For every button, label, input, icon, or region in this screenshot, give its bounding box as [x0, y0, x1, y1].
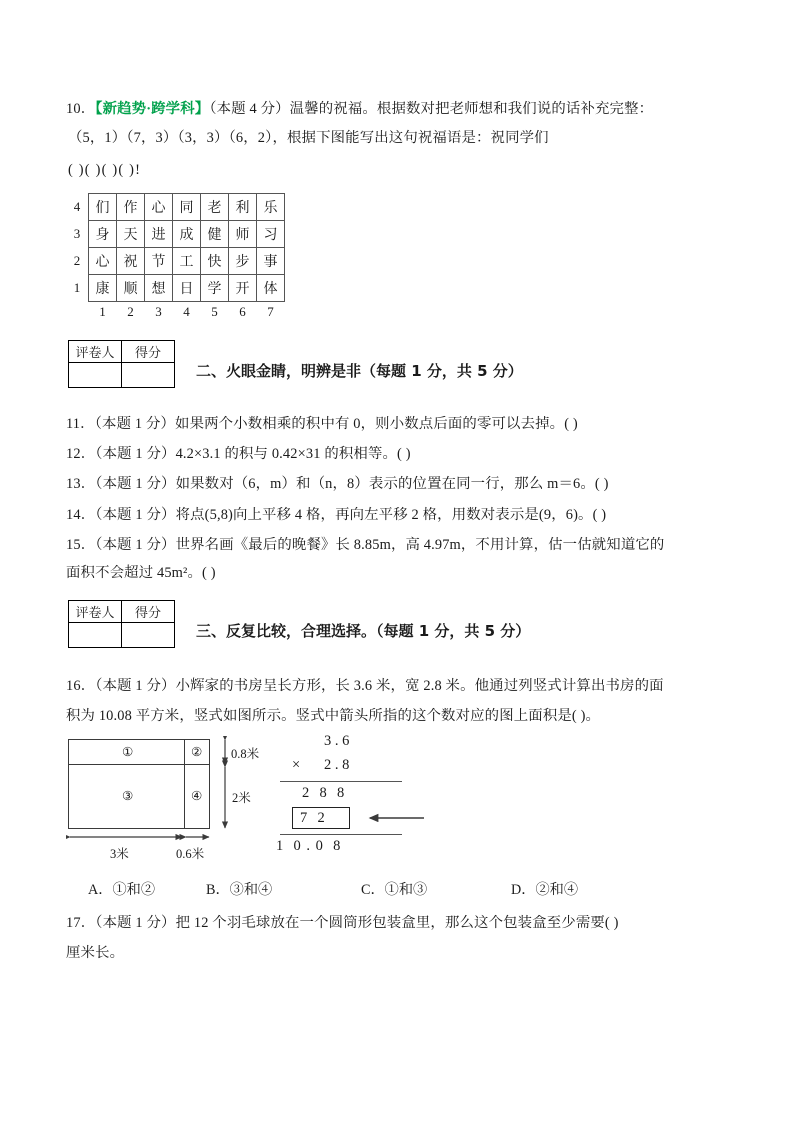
grid-corner [66, 302, 89, 323]
grid-cell: 想 [145, 275, 173, 302]
option-c[interactable] [361, 879, 511, 899]
reviewer-value[interactable] [69, 623, 122, 648]
multiply-operator-icon: × [292, 757, 301, 773]
region-label-1: ① [122, 744, 134, 759]
column-label: 3 [155, 304, 162, 319]
reviewer-value[interactable] [69, 363, 122, 388]
grid-cell: 乐 [257, 194, 285, 221]
partial-product-2: 7 2 [300, 810, 326, 826]
option-c-text: ①和③ [384, 882, 428, 898]
table-row [66, 248, 285, 275]
rectangle-horizontal-divider [68, 764, 210, 765]
vertical-multiplication-figure [262, 733, 492, 868]
row-label: 2 [73, 253, 81, 268]
reviewer-label: 评卷人 [69, 601, 122, 623]
question-13: 13．（本题 1 分）如果数对（6，m）和（n，8）表示的位置在同一行，那么 m＝6。( ) [66, 476, 609, 492]
section-3-heading: 三、反复比较，合理选择。（每题 1 分，共 5 分） [196, 622, 531, 640]
option-a[interactable] [88, 879, 206, 899]
scorer-box-section-3 [68, 600, 175, 648]
grid-cell: 康 [89, 275, 117, 302]
grid-cell: 工 [173, 248, 201, 275]
score-value[interactable] [122, 623, 175, 648]
dimension-right: 2米 [232, 791, 251, 805]
grid-cell: 步 [229, 248, 257, 275]
row-label: 1 [73, 280, 81, 295]
pointer-arrow-icon [360, 809, 430, 829]
multiplicand: 3 . 6 [324, 733, 350, 749]
rectangle-outline [68, 739, 210, 829]
question-17-line-2: 厘米长。 [66, 945, 125, 961]
table-row [69, 623, 175, 648]
grid-cell: 师 [229, 221, 257, 248]
option-b[interactable] [206, 879, 361, 899]
char-grid-table [66, 193, 285, 322]
rule-above-partials [280, 781, 402, 782]
partial-product-1: 2 8 8 [302, 785, 346, 801]
option-c-key: C． [361, 882, 385, 898]
section-2-heading: 二、火眼金睛，明辨是非（每题 1 分，共 5 分） [196, 362, 523, 380]
table-row [66, 275, 285, 302]
score-value[interactable] [122, 363, 175, 388]
row-label: 4 [73, 199, 81, 214]
question-14: 14．（本题 1 分）将点(5,8)向上平移 4 格，再向左平移 2 格，用数对表示是(9，6)。( ) [66, 507, 607, 523]
question-10-number: 10． [66, 101, 96, 117]
option-b-key: B． [206, 882, 230, 898]
grid-cell: 事 [257, 248, 285, 275]
question-17-line-1: 17．（本题 1 分）把 12 个羽毛球放在一个圆筒形包装盒里，那么这个包装盒至少需要( ) [66, 915, 619, 931]
table-row-column-labels [66, 302, 285, 323]
grid-cell: 习 [257, 221, 285, 248]
grid-cell: 祝 [117, 248, 145, 275]
question-10-answer-blanks: ( )( )( )( )! [68, 162, 142, 178]
column-label: 7 [267, 304, 274, 319]
question-15-line-1: 15．（本题 1 分）世界名画《最后的晚餐》长 8.85m，高 4.97m，不用计算，估一估就知道它的 [66, 537, 665, 553]
bottom-dimension-arrows [66, 829, 216, 845]
table-row [69, 601, 175, 623]
question-16-line-1: 16．（本题 1 分）小辉家的书房呈长方形，长 3.6 米，宽 2.8 米。他通过列竖式计算出书房的面 [66, 678, 664, 694]
table-row [69, 363, 175, 388]
grid-cell: 作 [117, 194, 145, 221]
question-11: 11．（本题 1 分）如果两个小数相乘的积中有 0，则小数点后面的零可以去掉。( ) [66, 416, 578, 432]
table-row [66, 221, 285, 248]
option-a-key: A． [88, 882, 113, 898]
rectangle-area-diagram [66, 736, 260, 866]
scorer-box-section-2 [68, 340, 175, 388]
table-row [66, 194, 285, 221]
question-12: 12．（本题 1 分）4.2×3.1 的积与 0.42×31 的积相等。( ) [66, 446, 411, 462]
column-label: 4 [183, 304, 190, 319]
character-coordinate-grid [66, 193, 285, 322]
grid-cell: 同 [173, 194, 201, 221]
question-16-options [88, 879, 578, 899]
grid-cell: 学 [201, 275, 229, 302]
grid-cell: 心 [145, 194, 173, 221]
dimension-bottom-right: 0.6米 [176, 847, 205, 861]
region-label-3: ③ [122, 788, 134, 803]
column-label: 1 [99, 304, 106, 319]
grid-cell: 们 [89, 194, 117, 221]
region-label-4: ④ [191, 788, 203, 803]
score-label: 得分 [122, 341, 175, 363]
column-label: 6 [239, 304, 246, 319]
column-label: 5 [211, 304, 218, 319]
option-d-key: D． [511, 882, 536, 898]
row-label: 3 [73, 226, 81, 241]
question-10-tag: 【新趋势·跨学科】 [95, 101, 210, 117]
option-d-text: ②和④ [535, 882, 579, 898]
region-label-2: ② [191, 744, 203, 759]
grid-cell: 日 [173, 275, 201, 302]
option-d[interactable] [511, 879, 578, 899]
question-15-line-2: 面积不会超过 45m²。( ) [66, 565, 216, 581]
grid-cell: 节 [145, 248, 173, 275]
score-label: 得分 [122, 601, 175, 623]
grid-cell: 进 [145, 221, 173, 248]
grid-cell: 利 [229, 194, 257, 221]
grid-cell: 天 [117, 221, 145, 248]
grid-cell: 成 [173, 221, 201, 248]
column-label: 2 [127, 304, 134, 319]
grid-cell: 快 [201, 248, 229, 275]
rule-above-product [280, 834, 402, 835]
multiplier: 2 . 8 [324, 757, 350, 773]
grid-cell: 顺 [117, 275, 145, 302]
table-row [69, 341, 175, 363]
grid-cell: 老 [201, 194, 229, 221]
option-b-text: ③和④ [229, 882, 273, 898]
question-10-line-2: （5，1）（7，3）（3，3）（6，2），根据下图能写出这句祝福语是：祝同学们 [68, 130, 549, 146]
question-10-line-1 [66, 99, 653, 121]
grid-cell: 体 [257, 275, 285, 302]
grid-cell: 心 [89, 248, 117, 275]
question-10-line-1-text: （本题 4 分）温馨的祝福。根据数对把老师想和我们说的话补充完整： [209, 101, 654, 117]
grid-cell: 身 [89, 221, 117, 248]
grid-cell: 健 [201, 221, 229, 248]
question-16-line-2: 积为 10.08 平方米，竖式如图所示。竖式中箭头所指的这个数对应的图上面积是( )。 [66, 708, 601, 724]
product: 1 0 . 0 8 [276, 838, 342, 854]
grid-cell: 开 [229, 275, 257, 302]
dimension-bottom-left: 3米 [110, 847, 129, 861]
dimension-top-right: 0.8米 [231, 747, 260, 761]
option-a-text: ①和② [112, 882, 156, 898]
reviewer-label: 评卷人 [69, 341, 122, 363]
rectangle-vertical-divider [184, 739, 185, 829]
